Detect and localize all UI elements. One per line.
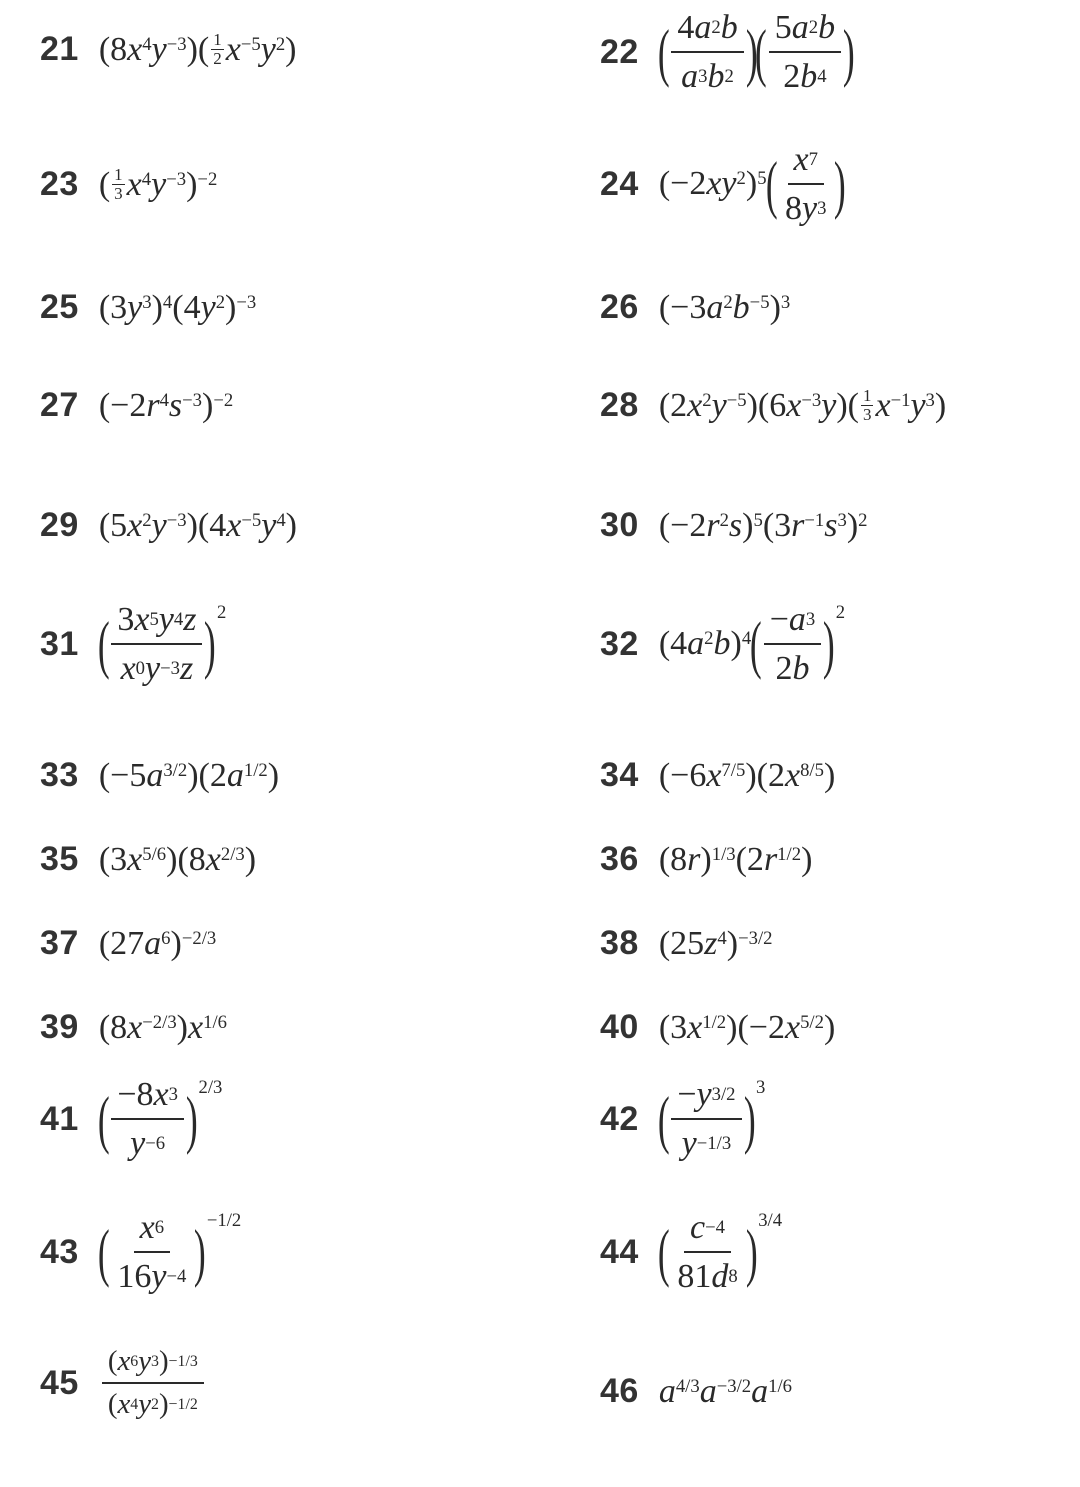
problem-number: 40 — [600, 1008, 639, 1046]
problem-expression: (−2 r $^4$ s $^{-3}$ ) $^{-2}$ — [98, 386, 234, 424]
problem-23 — [40, 165, 217, 204]
problem-36 — [600, 840, 812, 879]
problem-expression: ( $\frac{x^6}{16y^{-4}}$ ) −1/2 — [97, 1209, 242, 1296]
problem-expression: (3 y $^3$ ) $^4$ (4 y $^2$ ) $^{-3}$ — [98, 288, 257, 326]
problem-expression: (−3 a $^2$ b $^{-5}$ ) $^3$ — [658, 288, 791, 326]
problem-number: 26 — [600, 288, 639, 326]
problem-21 — [40, 30, 296, 69]
problem-expression: (−5 a $^{3/2}$ )(2 a $^{1/2}$ ) — [98, 756, 280, 794]
problem-number: 45 — [40, 1363, 79, 1402]
problem-expression: ( $\frac{c^{-4}}{81d^8}$ ) 3/4 — [657, 1209, 783, 1296]
problem-number: 46 — [600, 1372, 639, 1410]
problem-30 — [600, 506, 868, 545]
problem-27 — [40, 386, 233, 425]
problem-40 — [600, 1008, 835, 1047]
problem-number: 34 — [600, 756, 639, 794]
problem-number: 24 — [600, 164, 639, 203]
problem-29 — [40, 506, 297, 545]
problem-expression: (−6 x $^{7/5}$ )(2 x $^{8/5}$ ) — [658, 756, 836, 794]
problem-38 — [600, 924, 772, 963]
problem-expression: (27 a $^6$ ) $^{-2/3}$ — [98, 924, 217, 962]
problem-28 — [600, 386, 946, 425]
problem-expression: (8 x $^{-2/3}$ ) x $^{1/6}$ — [98, 1008, 227, 1046]
problem-expression: (−2 r $^2$ s ) $^5$ (3 r $^{-1}$ s $^3$ ) $^2$ — [658, 506, 868, 544]
problem-expression: ( 1 3 x $^4$ y $^{-3}$ ) $^{-2}$ — [98, 165, 218, 203]
problem-expression: $\frac{(x^6y^3)^{-1/3}}{(x^4y^2)^{-1/2}}$ — [99, 1345, 207, 1421]
problem-expression: (5 x $^2$ y $^{-3}$ )(4 x $^{-5}$ y $^4$ ) — [98, 506, 297, 544]
problem-number: 36 — [600, 840, 639, 878]
problem-number: 23 — [40, 165, 79, 203]
problem-number: 32 — [600, 624, 639, 663]
problem-number: 39 — [40, 1008, 79, 1046]
problem-expression: a $^{4/3}$ a $^{-3/2}$ a $^{1/6}$ — [658, 1372, 793, 1410]
problem-number: 44 — [600, 1232, 639, 1271]
problem-number: 22 — [600, 32, 639, 71]
problem-33 — [40, 756, 279, 795]
problem-25 — [40, 288, 256, 327]
problem-number: 21 — [40, 30, 79, 68]
problem-number: 31 — [40, 624, 79, 663]
problem-34 — [600, 756, 835, 795]
problem-expression: (4 a $^2$ b ) $^4$ ( $\frac{-a^3}{2b}$ ) 2 — [658, 601, 846, 688]
problem-number: 43 — [40, 1232, 79, 1271]
problem-45 — [40, 1345, 207, 1421]
problem-number: 30 — [600, 506, 639, 544]
problem-39 — [40, 1008, 227, 1047]
problem-46 — [600, 1372, 792, 1411]
problem-number: 29 — [40, 506, 79, 544]
problem-expression: (25 z $^4$ ) $^{-3/2}$ — [658, 924, 773, 962]
problem-number: 42 — [600, 1099, 639, 1138]
problem-expression: (2 x $^2$ y $^{-5}$ )(6 x $^{-3}$ y )( 1 3 x $^{-1}$ y $^3$ ) — [658, 386, 947, 424]
problem-42 — [600, 1075, 765, 1163]
problem-expression: (−2 xy $^2$ ) $^5$ ( $\frac{x^7}{8y^3}$ ) — [658, 141, 847, 228]
problem-number: 35 — [40, 840, 79, 878]
problem-number: 37 — [40, 924, 79, 962]
problem-number: 28 — [600, 386, 639, 424]
problem-number: 33 — [40, 756, 79, 794]
problem-expression: ( $\frac{3x^5y^4z}{x^0y^{-3}z}$ ) 2 — [97, 601, 227, 688]
problem-41 — [40, 1075, 222, 1163]
problem-expression: (3 x $^{1/2}$ )(−2 x $^{5/2}$ ) — [658, 1008, 836, 1046]
problem-number: 41 — [40, 1099, 79, 1138]
problem-22 — [600, 8, 854, 96]
problem-24 — [600, 140, 845, 228]
problem-number: 25 — [40, 288, 79, 326]
problem-44 — [600, 1208, 782, 1296]
problem-expression: ( $\frac{-y^{3/2}}{y^{-1/3}}$ ) 3 — [657, 1076, 766, 1163]
problem-32 — [600, 600, 845, 688]
problem-expression: (3 x $^{5/6}$ )(8 x $^{2/3}$ ) — [98, 840, 257, 878]
problem-expression: (8 r ) $^{1/3}$ (2 r $^{1/2}$ ) — [658, 840, 813, 878]
problem-35 — [40, 840, 256, 879]
problem-expression: (8 x $^4$ y $^{-3}$ )( 1 2 x $^{-5}$ y $^2$ ) — [98, 30, 297, 68]
problem-26 — [600, 288, 790, 327]
problem-37 — [40, 924, 216, 963]
problem-31 — [40, 600, 226, 688]
problem-expression: ( $\frac{-8x^3}{y^{-6}}$ ) 2/3 — [97, 1076, 223, 1163]
problem-43 — [40, 1208, 241, 1296]
problem-expression: ( $\frac{4a^2b}{a^3b^2}$ ) ( $\frac{5a^2b}{2b^4}$ ) — [657, 9, 855, 96]
problem-number: 27 — [40, 386, 79, 424]
problem-number: 38 — [600, 924, 639, 962]
